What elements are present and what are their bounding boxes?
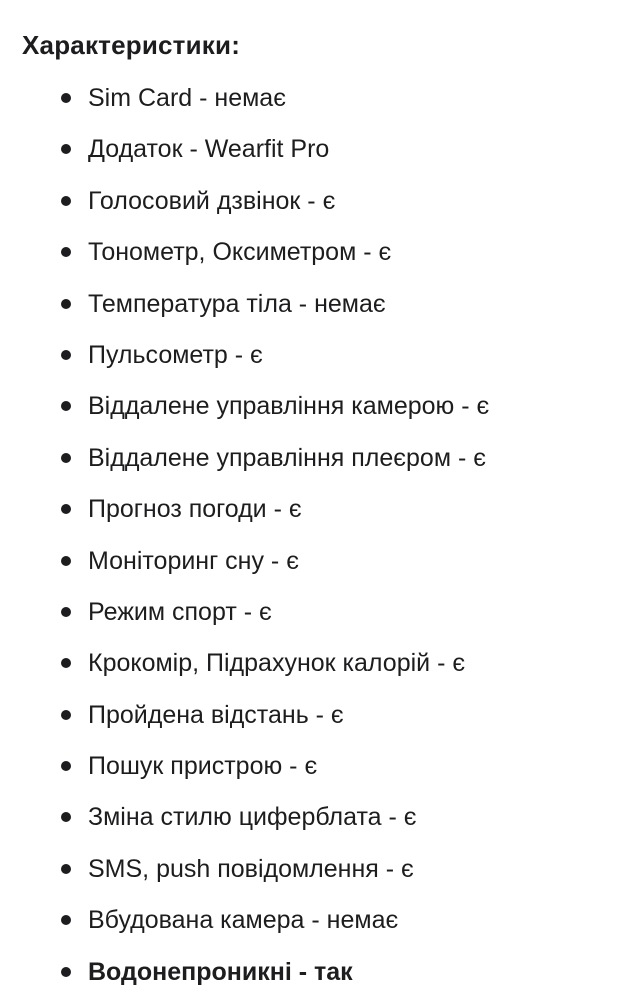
spec-item	[0, 438, 636, 489]
bullet-dot-icon	[61, 196, 71, 206]
spec-item-text: Тонометр, Оксиметром - є	[88, 238, 392, 267]
spec-item	[0, 592, 636, 643]
spec-item-text: Вбудована камера - немає	[88, 906, 399, 935]
bullet-dot-icon	[61, 453, 71, 463]
spec-item	[0, 78, 636, 129]
spec-item	[0, 695, 636, 746]
spec-item-text: Віддалене управління плеєром - є	[88, 443, 486, 472]
spec-item-text: SMS, push повідомлення - є	[88, 854, 414, 883]
spec-item	[0, 489, 636, 540]
spec-item-text: Голосовий дзвінок - є	[88, 186, 336, 215]
spec-item	[0, 900, 636, 951]
spec-item-text: Пройдена відстань - є	[88, 700, 344, 729]
bullet-dot-icon	[61, 556, 71, 566]
spec-item-text: Температура тіла - немає	[88, 289, 386, 318]
spec-item-text: Моніторинг сну - є	[88, 546, 299, 575]
spec-item-text: Прогноз погоди - є	[88, 495, 302, 524]
spec-item-text: Режим спорт - є	[88, 597, 272, 626]
spec-item-text: Пошук пристрою - є	[88, 752, 318, 781]
bullet-dot-icon	[61, 915, 71, 925]
bullet-dot-icon	[61, 967, 71, 977]
spec-item-highlighted	[0, 952, 636, 1003]
bullet-dot-icon	[61, 607, 71, 617]
spec-item-text: Віддалене управління камерою - є	[88, 392, 490, 421]
spec-item	[0, 181, 636, 232]
spec-list	[0, 78, 636, 1003]
bullet-dot-icon	[61, 350, 71, 360]
spec-item	[0, 284, 636, 335]
bullet-dot-icon	[61, 504, 71, 514]
spec-item-text: Водонепроникні - так	[88, 957, 353, 986]
spec-item-text: Пульсометр - є	[88, 340, 263, 369]
spec-heading: Характеристики:	[22, 30, 241, 60]
spec-item-text: Додаток - Wearfit Pro	[88, 135, 330, 164]
spec-item	[0, 643, 636, 694]
spec-item	[0, 746, 636, 797]
bullet-dot-icon	[61, 812, 71, 822]
bullet-dot-icon	[61, 247, 71, 257]
spec-item-text: Крокомір, Підрахунок калорій - є	[88, 649, 466, 678]
spec-item	[0, 797, 636, 848]
spec-item	[0, 849, 636, 900]
bullet-dot-icon	[61, 710, 71, 720]
spec-item	[0, 232, 636, 283]
bullet-dot-icon	[61, 144, 71, 154]
bullet-dot-icon	[61, 299, 71, 309]
bullet-dot-icon	[61, 761, 71, 771]
spec-item	[0, 541, 636, 592]
bullet-dot-icon	[61, 864, 71, 874]
spec-item-text: Sim Card - немає	[88, 84, 286, 112]
spec-item	[0, 335, 636, 386]
bullet-dot-icon	[61, 401, 71, 411]
spec-item	[0, 386, 636, 437]
bullet-dot-icon	[61, 93, 71, 103]
spec-item-text: Зміна стилю циферблата - є	[88, 803, 417, 832]
spec-item	[0, 129, 636, 180]
bullet-dot-icon	[61, 658, 71, 668]
